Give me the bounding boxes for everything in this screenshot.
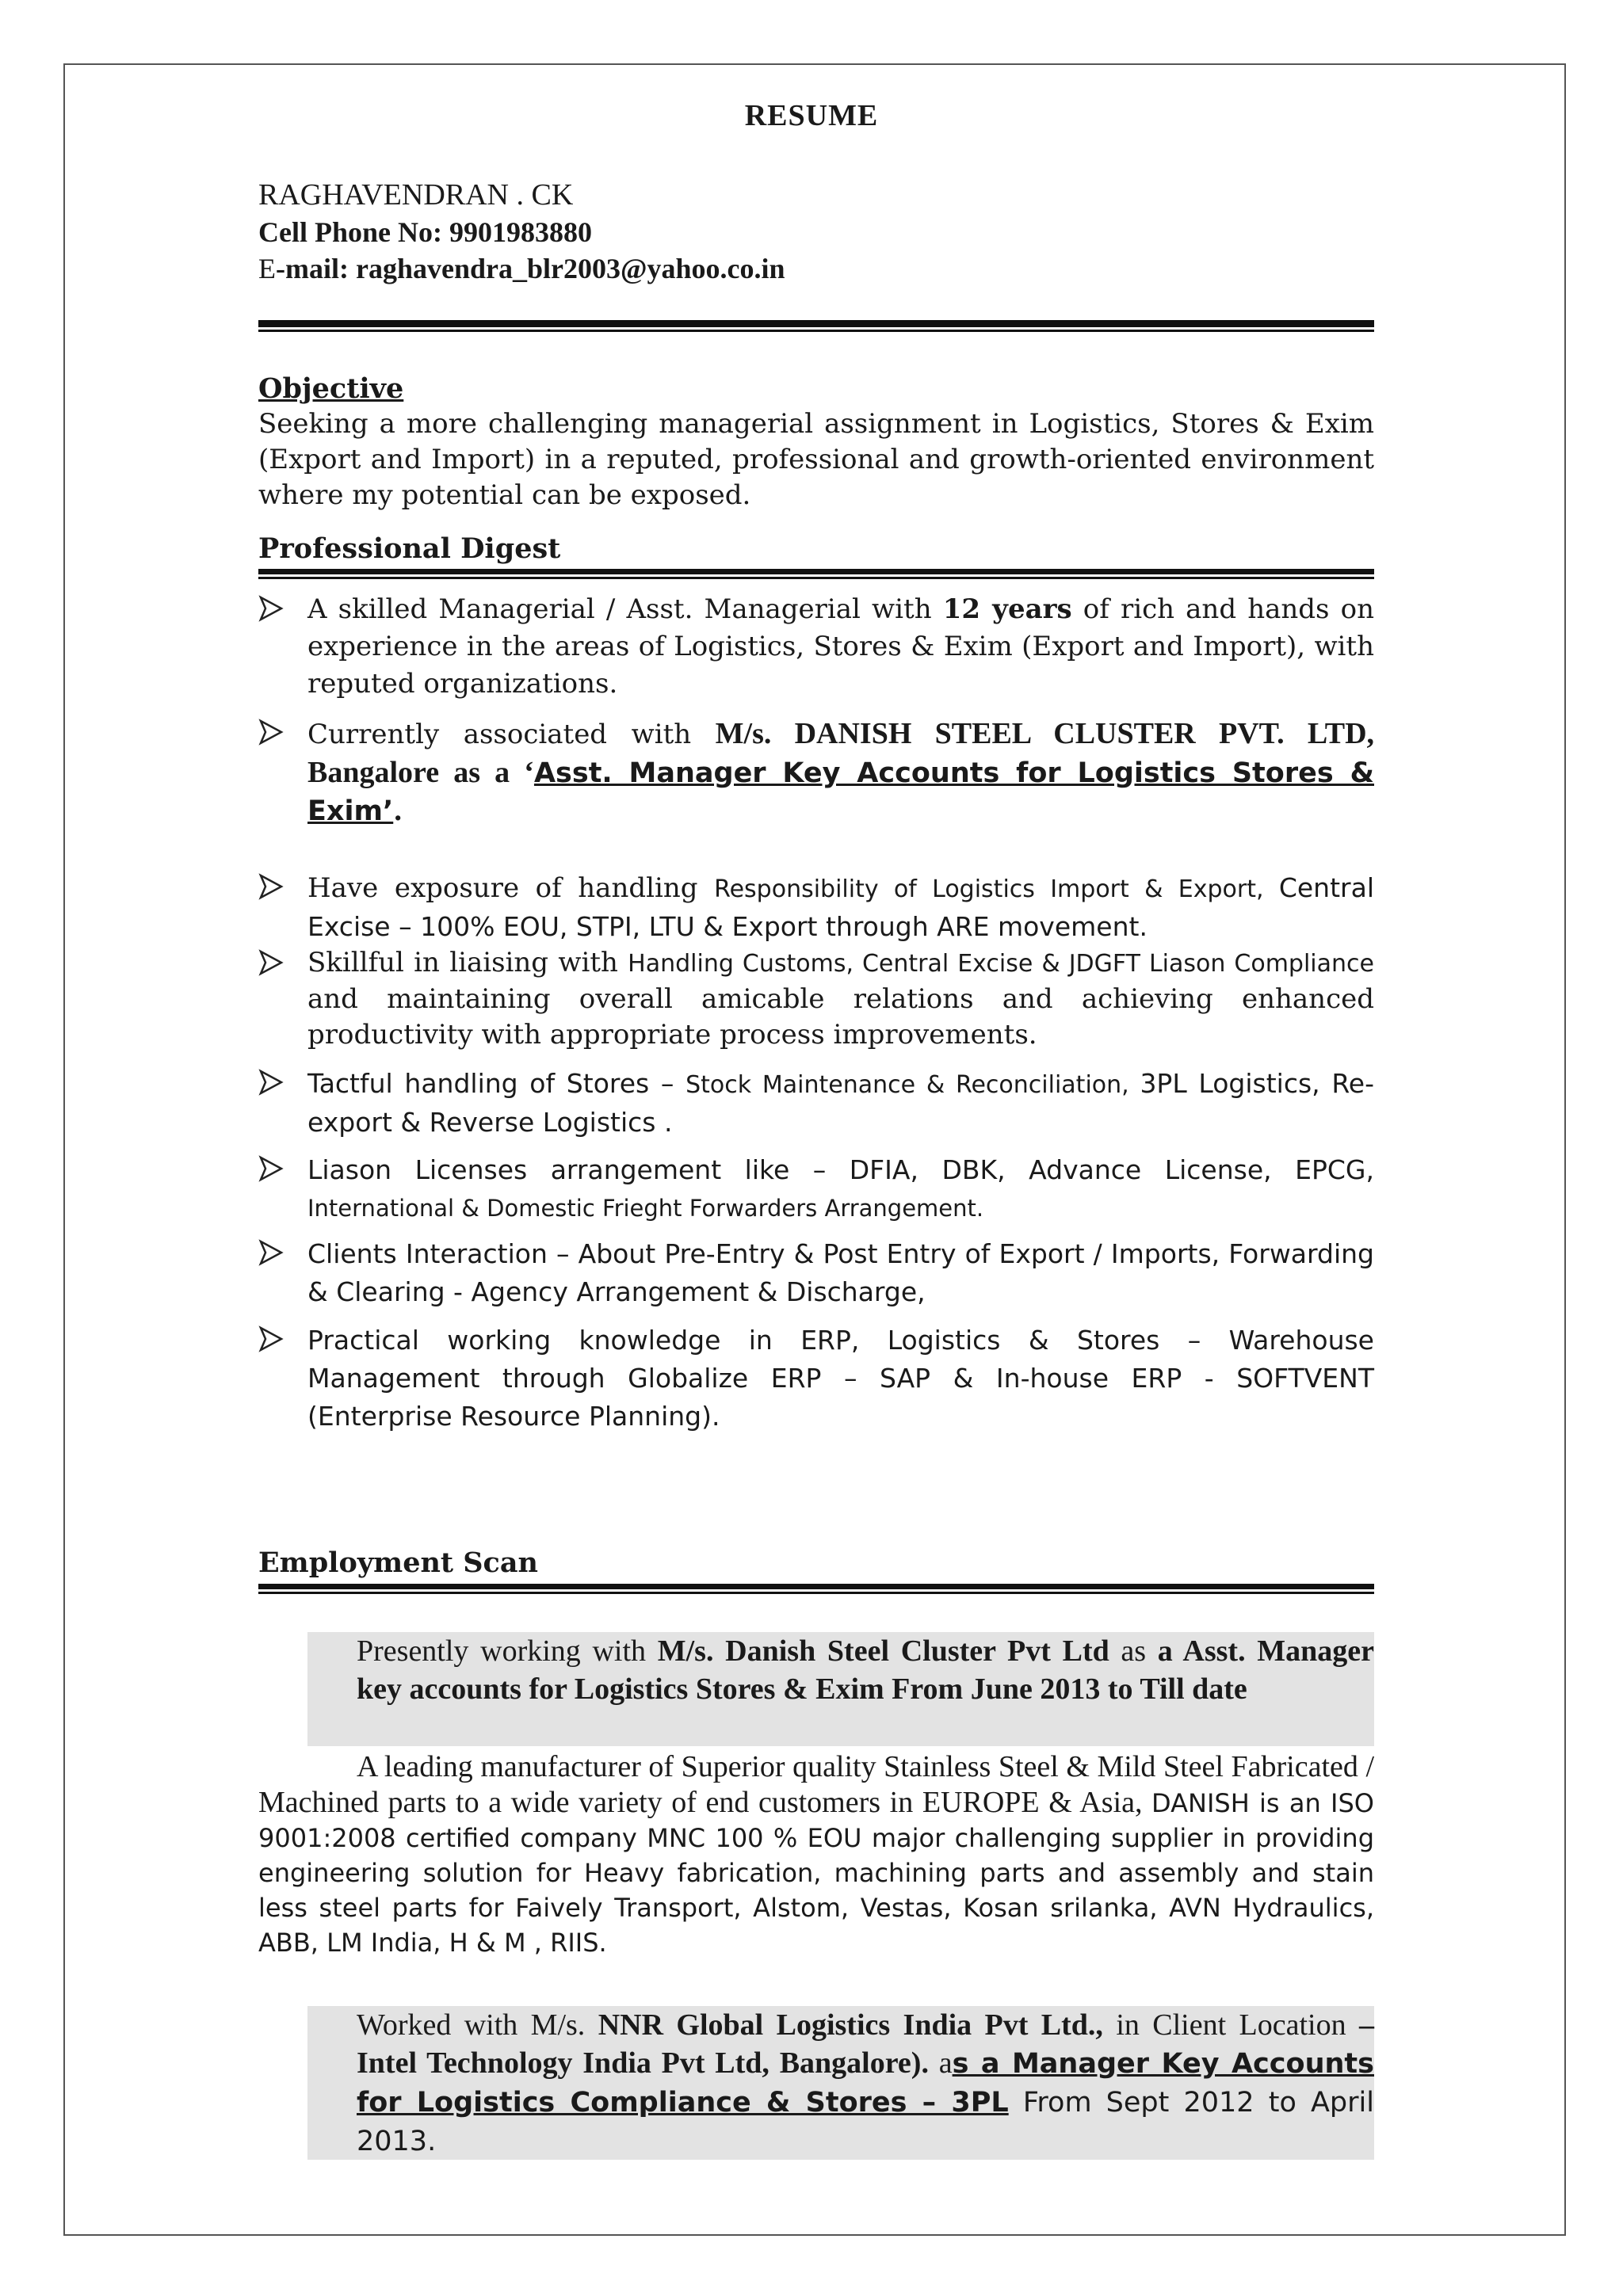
arrow-bullet-icon <box>258 594 284 623</box>
arrow-bullet-icon <box>258 1238 284 1267</box>
company-name: NNR Global Logistics India Pvt Ltd., <box>598 2008 1103 2042</box>
company-name: M/s. DANISH STEEL CLUSTER PVT. LTD, Bangalore as a ‘ <box>307 717 1375 789</box>
text-run: 12 years <box>942 593 1072 625</box>
objective-text: Seeking a more challenging managerial assignment in Logistics, Stores & Exim (Export and Import) in a reputed, professional and growth-oriented environment where my potential can be exposed. <box>258 408 1374 511</box>
text-run: Worked with M/s. <box>357 2008 598 2042</box>
digest-divider <box>258 569 1374 579</box>
phone-label: Cell Phone No: <box>258 216 449 248</box>
contact-block <box>258 176 785 287</box>
role-title: s a Manager Key Accounts for Logistics Compliance & Stores – 3PL <box>357 2048 1374 2119</box>
employment-heading: Employment Scan <box>258 1547 538 1579</box>
arrow-bullet-icon <box>258 1325 284 1353</box>
role-title: a Asst. Manager key accounts for Logistics Stores & Exim From June 2013 to Till date <box>357 1634 1375 1706</box>
employment-divider <box>258 1584 1374 1594</box>
divider-thick <box>258 569 1374 574</box>
candidate-name: RAGHAVENDRAN . CK <box>258 178 574 212</box>
digest-bullet-text <box>307 715 1374 830</box>
text-run: Central Excise – 100% EOU, STPI, LTU & Export through ARE movement. <box>307 872 1374 942</box>
text-run: A skilled Managerial / Asst. Managerial with <box>307 593 943 625</box>
divider-thin <box>258 330 1374 332</box>
role-title: Asst. Manager Key Accounts for Logistics Stores & Exim’ <box>307 757 1374 827</box>
text-run: and maintaining overall amicable relations and achieving enhanced productivity with appropriate process improvements. <box>307 983 1374 1051</box>
job-entry-danish <box>357 1632 1374 1708</box>
email-line <box>258 250 785 287</box>
arrow-bullet-icon <box>258 1068 284 1097</box>
arrow-bullet-icon <box>258 718 284 746</box>
objective-heading: Objective <box>258 372 404 405</box>
email-address: raghavendra_blr2003@yahoo.co.in <box>355 253 785 284</box>
text-run: in Client Location <box>1102 2008 1359 2042</box>
email-label: -mail: <box>276 253 356 284</box>
text-run: of rich and hands on experience in the areas of Logistics, Stores & Exim (Export and Import), with reputed organizations. <box>307 593 1374 700</box>
digest-bullet-text <box>307 1065 1374 1141</box>
text-run: Handling Customs, Central Excise & JDGFT Liason Compliance <box>628 950 1374 978</box>
text-run: . <box>393 795 403 827</box>
divider-thin <box>258 577 1374 579</box>
divider-thin <box>258 1592 1374 1594</box>
text-run: a <box>928 2046 953 2080</box>
divider-thick <box>258 320 1374 327</box>
text-run: Presently working with <box>357 1634 658 1668</box>
arrow-bullet-icon <box>258 948 284 977</box>
digest-bullet-text <box>307 591 1374 703</box>
text-run: Currently associated with <box>307 719 716 750</box>
digest-heading: Professional Digest <box>258 532 561 565</box>
email-prefix: E <box>258 253 276 284</box>
resume-title: RESUME <box>744 99 879 132</box>
resume-page <box>63 63 1566 2236</box>
company-name: M/s. Danish Steel Cluster Pvt Ltd <box>657 1634 1109 1668</box>
company-description <box>258 1749 1374 1960</box>
period: From Sept 2012 to April 2013. <box>357 2087 1374 2157</box>
text-run: 3PL Logistics, Re-export & Reverse Logistics . <box>307 1068 1375 1138</box>
job-entry-nnr <box>357 2006 1374 2161</box>
text-run: Have exposure of handling <box>307 872 715 904</box>
text-run: DANISH is an ISO 9001:2008 certified company MNC 100 % EOU major challenging supplier in providing engineering solution for Heavy fabrication, machining parts and assembly and stain less steel parts for Faively Transport, Alstom, Vestas, Kosan srilanka, AVN Hydraulics, ABB, LM India, H & M , RIIS. <box>258 1788 1374 1958</box>
arrow-bullet-icon <box>258 1154 284 1183</box>
text-run: Tactful handling of Stores – <box>307 1068 686 1099</box>
text-run: Responsibility of Logistics Import & Export, <box>714 875 1279 903</box>
digest-bullet-text: Clients Interaction – About Pre-Entry & Post Entry of Export / Imports, Forwarding & Clearing - Agency Arrangement & Discharge, <box>307 1238 1374 1307</box>
text-run: Stock Maintenance & Reconciliation, <box>685 1071 1140 1099</box>
client-name: – Intel Technology India Pvt Ltd, Bangalore). <box>357 2008 1374 2080</box>
text-run: International & Domestic Frieght Forwarders Arrangement. <box>307 1195 984 1222</box>
phone-line <box>258 214 785 250</box>
text-run: A leading manufacturer of Superior quality Stainless Steel & Mild Steel Fabricated / Machined parts to a wide variety of end customers in EUROPE & Asia, <box>258 1750 1374 1819</box>
text-run: Skillful in liaising with <box>307 947 628 978</box>
digest-bullet-text <box>307 869 1374 946</box>
text-run: as <box>1109 1634 1158 1668</box>
text-run: Liason Licenses arrangement like – DFIA, DBK, Advance License, EPCG, <box>307 1154 1374 1185</box>
phone-number: 9901983880 <box>449 216 592 248</box>
arrow-bullet-icon <box>258 872 284 901</box>
divider-thick <box>258 1584 1374 1589</box>
digest-bullet-text <box>307 945 1374 1053</box>
digest-bullet-text <box>307 1151 1374 1227</box>
digest-bullet-text: Practical working knowledge in ERP, Logistics & Stores – Warehouse Management through Globalize ERP – SAP & In-house ERP - SOFTVENT (Enterprise Resource Planning). <box>307 1325 1374 1432</box>
header-divider <box>258 320 1374 332</box>
